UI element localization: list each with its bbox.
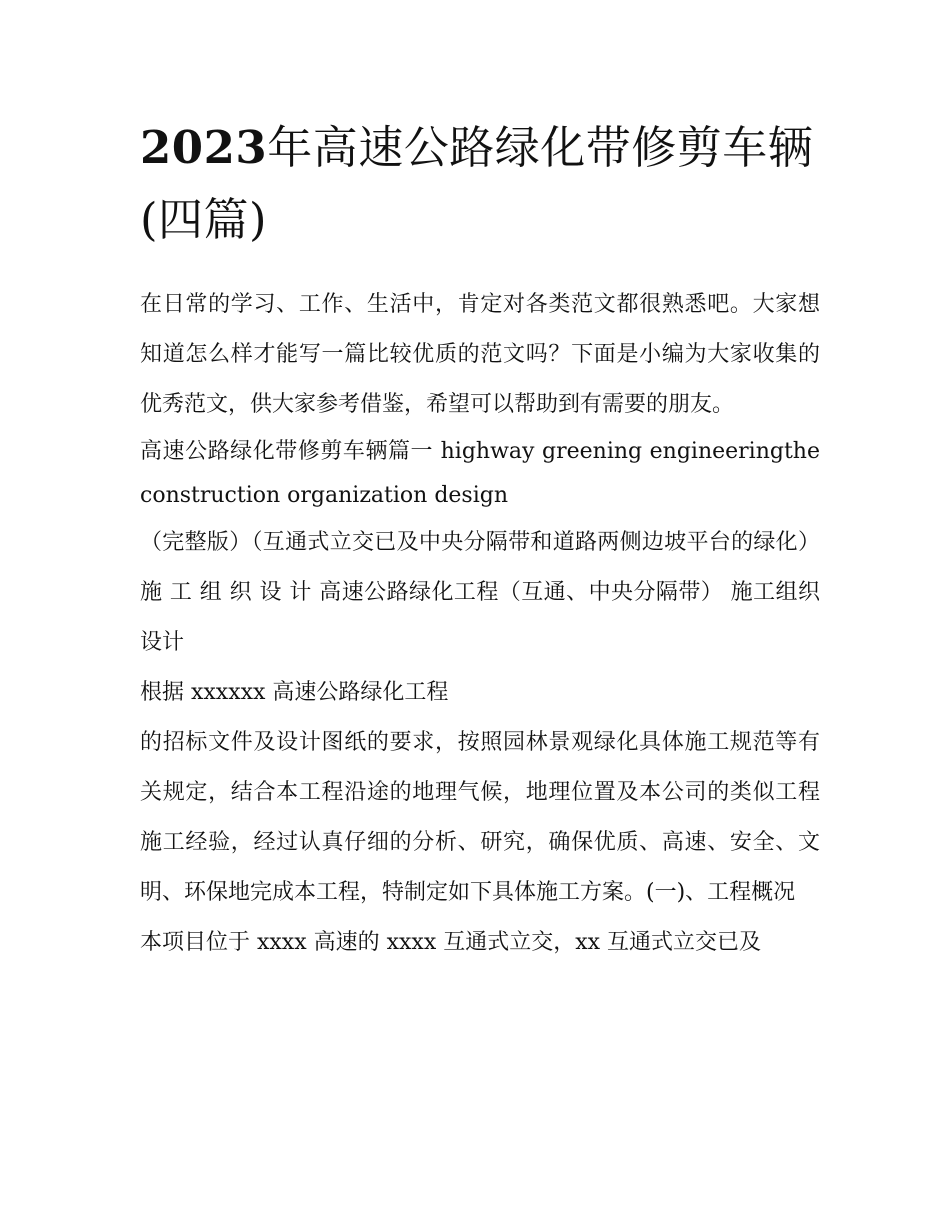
document-body (140, 280, 820, 968)
paragraph-section-heading: 高速公路绿化带修剪车辆篇一 highway greening engineeringthe construction organization design (140, 439, 820, 508)
paragraph-subtitle: （完整版）（互通式立交已及中央分隔带和道路两侧边坡平台的绿化） 施 工 组 织 设 计 高速公路绿化工程（互通、中央分隔带） 施工组织设计 (140, 530, 820, 655)
paragraph-requirements: 的招标文件及设计图纸的要求，按照园林景观绿化具体施工规范等有关规定，结合本工程沿途的地理气候，地理位置及本公司的类似工程施工经验，经过认真仔细的分析、研究，确保优质、高速、安全、文明、环保地完成本工程，特制定如下具体施工方案。(一)、工程概况 (140, 730, 820, 905)
title-year: 2023 (140, 121, 268, 174)
paragraph-project-location: 本项目位于 xxxx 高速的 xxxx 互通式立交，xx 互通式立交已及 (140, 930, 762, 955)
document-title (140, 112, 820, 256)
title-text: 年高速公路绿化带修剪车辆(四篇) (140, 121, 814, 246)
paragraph-basis: 根据 xxxxxx 高速公路绿化工程 (140, 680, 449, 705)
paragraph-intro: 在日常的学习、工作、生活中，肯定对各类范文都很熟悉吧。大家想知道怎么样才能写一篇比较优质的范文吗？下面是小编为大家收集的优秀范文，供大家参考借鉴，希望可以帮助到有需要的朋友。 (140, 292, 820, 417)
